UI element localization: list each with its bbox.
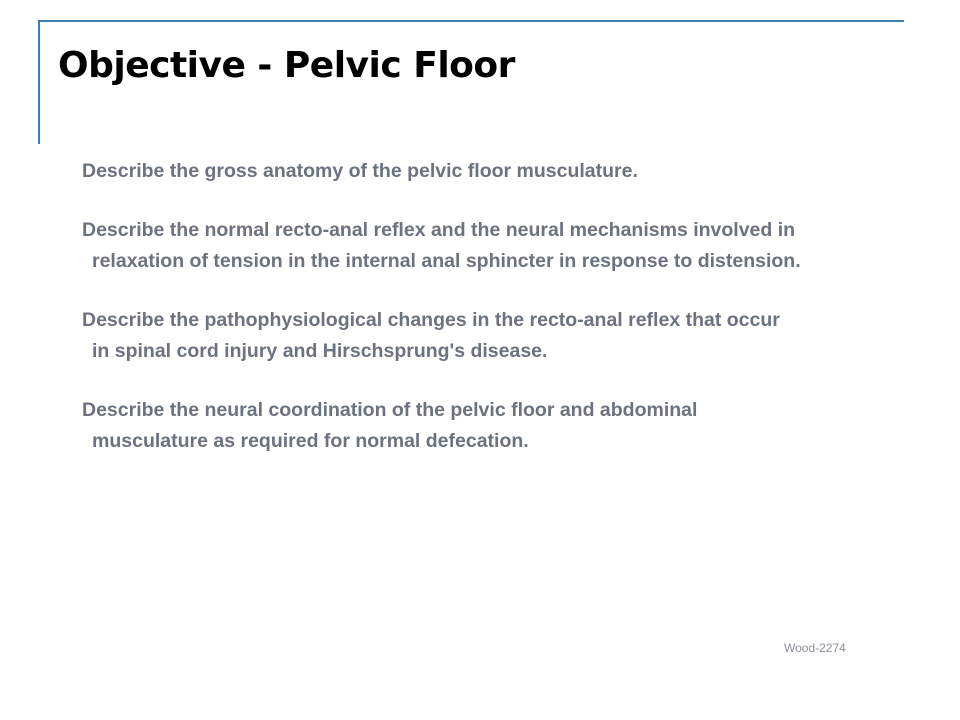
slide-title: Objective - Pelvic Floor: [58, 45, 515, 86]
objective-item: Describe the pathophysiological changes in the recto-anal reflex that occur in spinal cord injury and Hirschsprung's disease.: [82, 309, 780, 362]
objective-list: [82, 156, 802, 485]
slide-credit: Wood-2274: [784, 641, 846, 655]
objective-item: Describe the neural coordination of the pelvic floor and abdominal musculature as required for normal defecation.: [82, 399, 698, 452]
left-rule: [38, 20, 40, 144]
objective-item: Describe the gross anatomy of the pelvic floor musculature.: [82, 160, 638, 182]
objective-item: Describe the normal recto-anal reflex and the neural mechanisms involved in relaxation of tension in the internal anal sphincter in response to distension.: [82, 219, 801, 272]
top-rule: [38, 20, 904, 22]
